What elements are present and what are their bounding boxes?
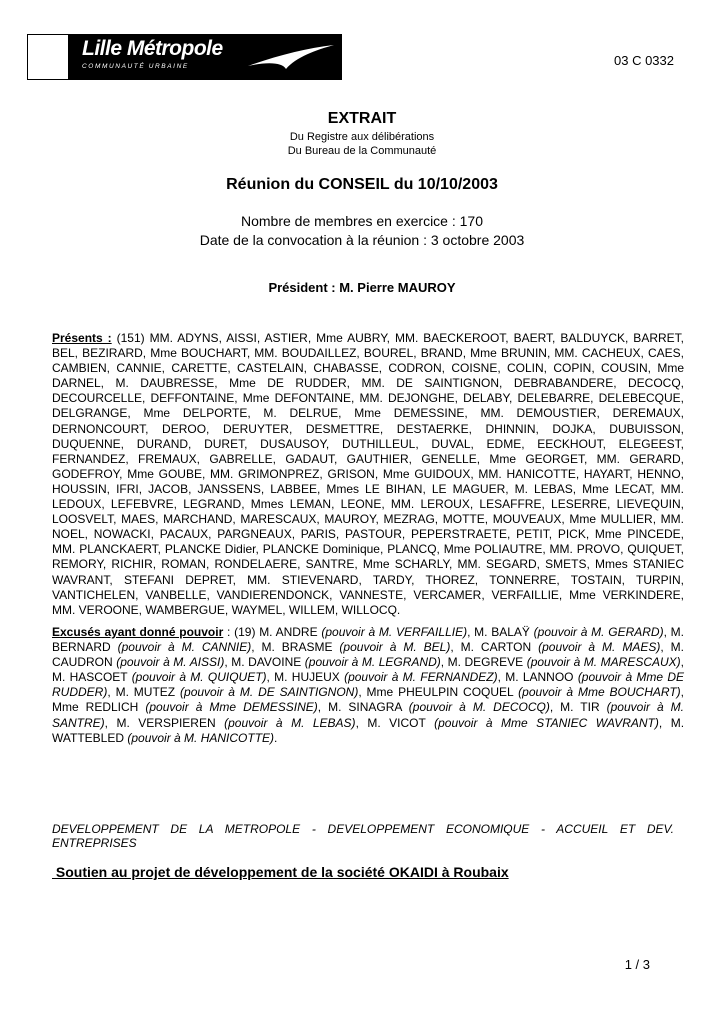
excused-list: M. ANDRE (pouvoir à M. VERFAILLIE), M. BALAŸ (pouvoir à M. GERARD), M. BERNARD (pouvoir à M. CANNIE), M. BRASME (pouvoir à M. BEL), M. CARTON (pouvoir à M. MAES), M. CAUDRON (pouvoir à M. AISSI), M. DAVOINE (pouvoir à M. LEGRAND), M. DEGREVE (pouvoir à M. MARESCAUX), M. HASCOET (pouvoir à M. QUIQUET), M. HUJEUX (pouvoir à M. FERNANDEZ), M. LANNOO (pouvoir à Mme DE RUDDER), M. MUTEZ (pouvoir à M. DE SAINTIGNON), Mme PHEULPIN COQUEL (pouvoir à Mme BOUCHART), Mme REDLICH (pouvoir à Mme DEMESSINE), M. SINAGRA (pouvoir à M. DECOCQ), M. TIR (pouvoir à M. SANTRE), M. VERSPIEREN (pouvoir à M. LEBAS), M. VICOT (pouvoir à Mme STANIEC WAVRANT), M. WATTEBLED (pouvoir à M. HANICOTTE). xyxy=(52,625,685,745)
deliberation-subject: Soutien au projet de développement de la société OKAIDI à Roubaix xyxy=(52,864,509,880)
excused-member: Mme PHEULPIN COQUEL xyxy=(366,685,519,700)
excused-member: M. ANDRE xyxy=(259,625,322,639)
excused-count: : (19) xyxy=(223,625,260,639)
proxy-note: (pouvoir à M. FERNANDEZ) xyxy=(344,670,498,685)
proxy-note: (pouvoir à M. CANNIE) xyxy=(117,640,252,655)
proxy-note: (pouvoir à Mme BOUCHART) xyxy=(518,685,681,700)
excused-member: M. VICOT xyxy=(367,715,435,730)
extract-title: EXTRAIT xyxy=(327,110,397,127)
proxy-note: (pouvoir à Mme DEMESSINE) xyxy=(145,700,318,715)
logo-subtitle: COMMUNAUTÉ URBAINE xyxy=(82,63,189,70)
attendees-list: (151) MM. ADYNS, AISSI, ASTIER, Mme AUBRY, MM. BAECKEROOT, BAERT, BALDUYCK, BARRET, BEL, BEZIRARD, Mme BOUCHART, MM. BOUDAILLEZ, BOUREL, BRAND, Mme BRUNIN, MM. CACHEUX, CAES, CAMBIEN, CANNIE, CARETTE, CASTELAIN, CHABASSE, CODRON, COISNE, COLIN, COPIN, COUSIN, Mme DARNEL, M. DAUBRESSE, Mme DE RUDDER, MM. DE SAINTIGNON, DEBRABANDERE, DECOCQ, DECOURCELLE, DEFFONTAINE, Mme DEFONTAINE, MM. DEJONGHE, DELABY, DELEBARRE, DELEBECQUE, DELGRANGE, Mme DELPORTE, M. DELRUE, Mme DEMESSINE, MM. DEMOUSTIER, DEREMAUX, DERNONCOURT, DEROO, DERUYTER, DESMETTRE, DESTAERKE, DHINNIN, DOJKA, DUBUISSON, DUQUENNE, DURAND, DURET, DUSAUSOY, DUTHILLEUL, DUVAL, EDME, EECKHOUT, ELEGEEST, FERNANDEZ, FREMAUX, GABRELLE, GADAUT, GAUTHIER, GENELLE, Mme GEORGET, MM. GERARD, GODEFROY, Mme GOUBE, MM. GRIMONPREZ, GRISON, Mme GUIDOUX, MM. HANICOTTE, HAYART, HENNO, HOUSSIN, IFRI, JACOB, JANSSENS, LABBEE, Mmes LE BIHAN, LE MAGUER, M. LEBAS, Mme LECAT, MM. LEDOUX, LEFEBVRE, LEGRAND, Mmes LEMAN, LEONE, MM. LEROUX, LESAFFRE, LESERRE, LIEVEQUIN, LOOSVELT, MAES, MARCHAND, MARESCAUX, MAUROY, MEZRAG, MOTTE, MOUVEAUX, Mme MULLIER, MM. NOEL, NOWACKI, PACAUX, PARGNEAUX, PARIS, PASTOUR, PEPERSTRAETE, PETIT, PICK, Mme PINCEDE, MM. PLANCKAERT, PLANCKE Didier, PLANCKE Dominique, PLANCQ, Mme POLIAUTRE, MM. PROVO, QUIQUET, REMORY, RICHIR, ROMAN, RONDELAERE, SANTRE, Mme SCHARLY, MM. SEGARD, SMETS, Mmes STANIEC WAVRANT, STEFANI DEPRET, MM. STIEVENARD, TARDY, THOREZ, TONNERRE, TOSTAIN, TURPIN, VANTICHELEN, VANBELLE, VANDIERENDONCK, VANNESTE, VERCAMER, VERFAILLIE, Mme VERKINDERE, MM. VEROONE, WAMBERGUE, WAYMEL, WILLEM, WILLOCQ. xyxy=(52,331,684,617)
excused-member: M. DEGREVE xyxy=(447,655,527,670)
convocation-date: Date de la convocation à la réunion : 3 octobre 2003 xyxy=(199,232,525,248)
excused-member: M. BALAŸ xyxy=(474,625,534,639)
attendees-label: Présents : xyxy=(52,331,112,345)
proxy-note: (pouvoir à M. BEL) xyxy=(339,640,451,655)
proxy-note: (pouvoir à M. HANICOTTE) xyxy=(127,730,275,745)
proxy-note: (pouvoir à Mme DE RUDDER) xyxy=(52,670,685,700)
proxy-note: (pouvoir à M. LEBAS) xyxy=(224,715,356,730)
logo-white-block xyxy=(28,35,68,79)
proxy-note: (pouvoir à M. DECOCQ) xyxy=(408,700,550,715)
proxy-note: (pouvoir à M. LEGRAND) xyxy=(304,655,441,670)
excused-member: M. VERSPIEREN xyxy=(116,715,225,730)
proxy-note: (pouvoir à M. DE SAINTIGNON) xyxy=(180,685,359,700)
proxy-note: (pouvoir à M. QUIQUET) xyxy=(131,670,267,685)
logo-black-block xyxy=(68,35,341,79)
excused-member: M. CAUDRON xyxy=(52,640,684,670)
section-heading: DEVELOPPEMENT DE LA METROPOLE - DEVELOPPEMENT ECONOMIQUE - ACCUEIL ET DEV. ENTREPRISES xyxy=(52,822,674,850)
excused-member: M. SINAGRA xyxy=(328,700,409,715)
registry-line-1: Du Registre aux délibérations xyxy=(289,131,435,143)
proxy-note: (pouvoir à Mme STANIEC WAVRANT) xyxy=(434,715,659,730)
proxy-note: (pouvoir à M. MARESCAUX) xyxy=(526,655,681,670)
excused-member: M. HUJEUX xyxy=(274,670,345,685)
logo-name: Lille Métropole xyxy=(82,37,223,60)
excused-member: M. LANNOO xyxy=(505,670,578,685)
registry-line-2: Du Bureau de la Communauté xyxy=(287,145,437,157)
attendees-paragraph xyxy=(52,331,684,618)
lille-metropole-logo xyxy=(27,34,342,80)
excused-paragraph xyxy=(52,625,684,746)
excused-member: M. TIR xyxy=(560,700,607,715)
page-number: 1 / 3 xyxy=(624,957,650,972)
proxy-note: (pouvoir à M. AISSI) xyxy=(116,655,225,670)
excused-member: M. HASCOET xyxy=(52,670,132,685)
president: Président : M. Pierre MAUROY xyxy=(268,280,456,295)
excused-member: Mme REDLICH xyxy=(52,700,146,715)
proxy-note: (pouvoir à M. SANTRE) xyxy=(52,700,684,730)
excused-label: Excusés ayant donné pouvoir xyxy=(52,625,224,639)
members-count: Nombre de membres en exercice : 170 xyxy=(241,213,483,229)
excused-member: M. DAVOINE xyxy=(231,655,305,670)
proxy-note: (pouvoir à M. VERFAILLIE) xyxy=(321,625,468,639)
excused-member: M. WATTEBLED xyxy=(52,715,685,745)
meeting-title: Réunion du CONSEIL du 10/10/2003 xyxy=(226,176,498,193)
excused-member: M. BRASME xyxy=(261,640,340,655)
excused-member: M. MUTEZ xyxy=(115,685,181,700)
proxy-note: (pouvoir à M. MAES) xyxy=(538,640,661,655)
excused-member: M. CARTON xyxy=(460,640,539,655)
excused-member: M. BERNARD xyxy=(52,625,685,655)
logo-swoosh-icon xyxy=(246,42,336,72)
document-reference: 03 C 0332 xyxy=(614,53,674,68)
proxy-note: (pouvoir à M. GERARD) xyxy=(533,625,664,639)
